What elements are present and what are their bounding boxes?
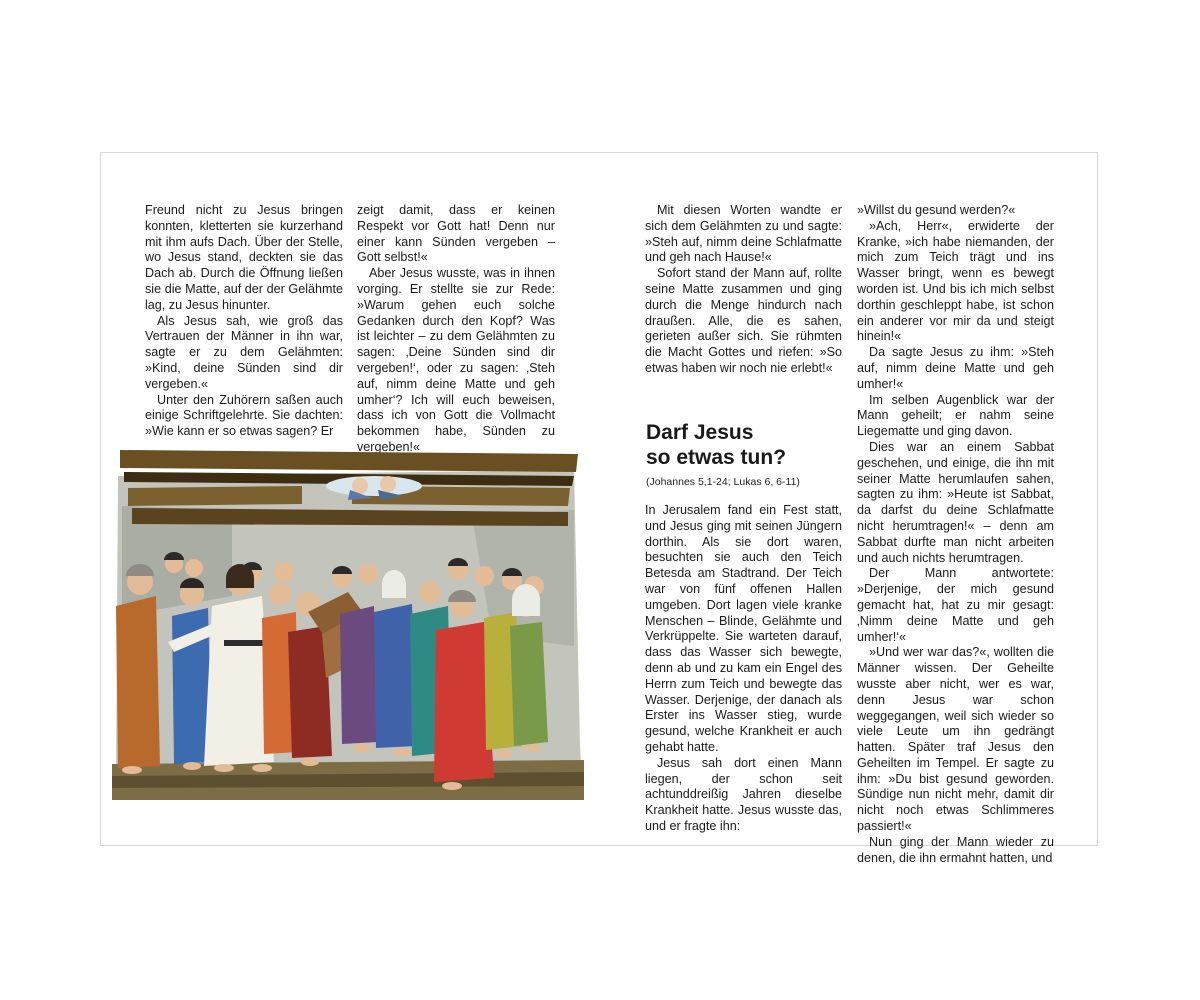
paragraph: Der Mann antwortete: »Derjenige, der mich gesund gemacht hat, hat zu mir gesagt: ‚Nimm deine Matte und geh umher!‘« (857, 566, 1054, 644)
right-page-column-2 (857, 203, 1054, 866)
paragraph: Aber Jesus wusste, was in ihnen vorging. Er stellte sie zur Rede: »Warum gehen euch solche Gedanken durch den Kopf? Was ist leichter – zu dem Gelähmten zu sagen: ‚Deine Sünden sind dir vergeben!‘, oder zu sagen: ‚Steh auf, nimm deine Matte und geh umher‘? Ich will euch beweisen, dass ich von Gott die Vollmacht bekommen habe, Sünden zu vergeben!« (357, 266, 555, 454)
paragraph: zeigt damit, dass er keinen Respekt vor Gott hat! Denn nur einer kann Sünden vergeben – Gott selbst!« (357, 203, 555, 265)
paragraph: Unter den Zuhörern saßen auch einige Schriftgelehrte. Sie dachten: »Wie kann er so etwas sagen? Er (145, 392, 343, 439)
paragraph: Jesus sah dort einen Mann liegen, der schon seit achtunddreißig Jahren dieselbe Krankheit hatte. Jesus wusste das, und er fragte ihn: (645, 755, 842, 833)
paragraph: Sofort stand der Mann auf, rollte seine Matte zusammen und ging durch die Menge hindurch nach draußen. Alle, die es sahen, gerieten außer sich. Sie rühmten die Macht Gottes und riefen: »So etwas haben wir noch nie erlebt!« (645, 266, 842, 375)
paragraph: Als Jesus sah, wie groß das Vertrauen der Männer in ihn war, sagte er zu dem Gelähmten: »Kind, deine Sünden sind dir vergeben.« (145, 313, 343, 391)
paragraph: Freund nicht zu Jesus bringen konnten, kletterten sie kurzerhand mit ihm aufs Dach. Über der Stelle, wo Jesus stand, deckten sie das Dach ab. Durch die Öffnung ließen sie die Matte, auf der der Gelähmte lag, zu Jesus hinunter. (145, 203, 343, 312)
paragraph: Im selben Augenblick war der Mann geheilt; er nahm seine Liegematte und ging davon. (857, 392, 1054, 439)
paragraph: Nun ging der Mann wieder zu denen, die ihn ermahnt hatten, und (857, 834, 1054, 865)
right-page-column-1-top (645, 203, 842, 377)
paragraph: »Ach, Herr«, erwiderte der Kranke, »ich habe niemanden, der mich zum Teich trägt und ins Wasser bringt, wenn es bewegt worden ist. Und bis ich mich selbst dorthin geschleppt habe, ist schon ein anderer vor mir da und steigt hinein!« (857, 218, 1054, 344)
left-page-column-1 (145, 203, 343, 440)
scripture-reference: (Johannes 5,1-24; Lukas 6, 6-11) (646, 476, 800, 488)
section-heading (646, 420, 846, 470)
paragraph: Mit diesen Worten wandte er sich dem Gelähmten zu und sagte: »Steh auf, nimm deine Schlafmatte und geh nach Hause!« (645, 203, 842, 265)
paragraph: In Jerusalem fand ein Fest statt, und Jesus ging mit seinen Jüngern dorthin. Als sie dort waren, besuchten sie auch den Teich Betesda am Stadtrand. Der Teich war von fünf offenen Hallen umgeben. Dort lagen viele kranke Menschen – Blinde, Gelähmte und Verkrüppelte. Sie warteten darauf, dass das Wasser sich bewegte, denn ab und zu kam ein Engel des Herrn zum Teich und bewegte das Wasser. Derjenige, der danach als Erster ins Wasser stieg, wurde gesund, welche Krankheit er auch gehabt hatte. (645, 503, 842, 754)
right-page-column-1-bottom (645, 503, 842, 835)
paragraph: »Willst du gesund werden?« (857, 203, 1016, 217)
paragraph: »Und wer war das?«, wollten die Männer wissen. Der Geheilte wusste aber nicht, wer es war, denn Jesus war schon weggegangen, weil sich wieder so viele Leute um ihn gedrängt hatten. Später traf Jesus den Geheilten im Tempel. Er sagte zu ihm: »Du bist gesund geworden. Sündige nun nicht mehr, damit dir nicht noch etwas Schlimmeres passiert!« (857, 645, 1054, 834)
paragraph: Da sagte Jesus zu ihm: »Steh auf, nimm deine Matte und geh umher!« (857, 345, 1054, 391)
heading-line-2: so etwas tun? (646, 446, 787, 469)
left-page-column-2 (357, 203, 555, 456)
heading-line-1: Darf Jesus (646, 421, 754, 444)
paragraph: Dies war an einem Sabbat geschehen, und einige, die ihn mit seiner Matte herumlaufen sahen, sagten zu ihm: »Heute ist Sabbat, da darfst du deine Schlafmatte nicht herumtragen!« – denn am Sabbat durfte man nicht arbeiten und auch nichts herumtragen. (857, 439, 1054, 565)
crowd-healing-illustration (112, 446, 584, 800)
